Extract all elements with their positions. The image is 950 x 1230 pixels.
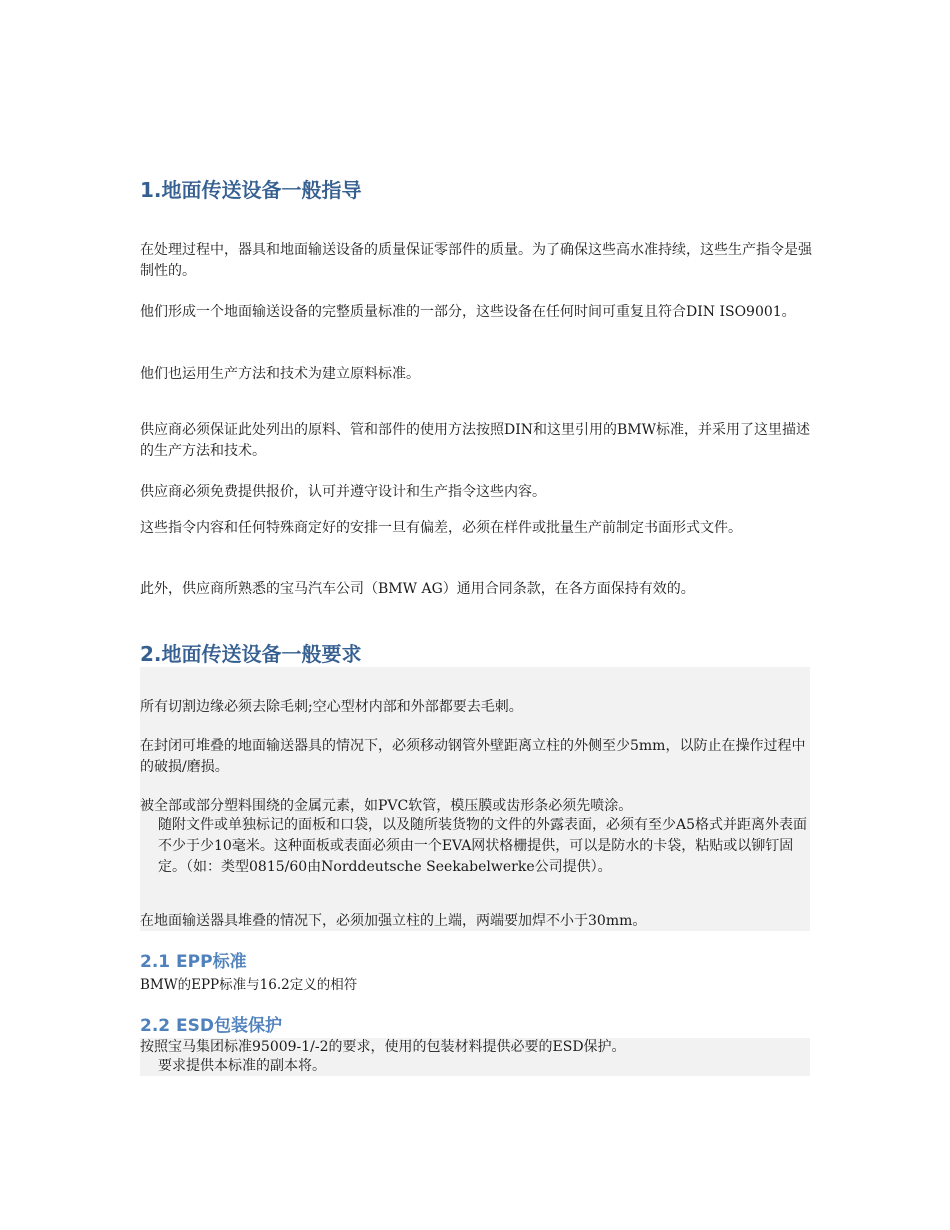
section-2-paragraph-1: 所有切割边缘必须去除毛刺;空心型材内部和外部都要去毛刺。 xyxy=(140,699,523,715)
section-2-paragraph-3a: 被全部或部分塑料围绕的金属元素，如PVC软管，模压膜或齿形条必须先喷涂。 xyxy=(140,798,633,814)
section-2-paragraph-3b: 随附文件或单独标记的面板和口袋，以及随所装货物的文件的外露表面，必须有至少A5格式并距离外表面不少于少10毫米。这种面板或表面必须由一个EVA网状格栅提供，可以是防水的卡袋，粘贴或以铆钉固定。（如：类型0815/60由Norddeutsche Seekabelwerke公司提供）。 xyxy=(158,817,808,875)
section-2-2-paragraph-1: 按照宝马集团标准95009-1/-2的要求，使用的包装材料提供必要的ESD保护。 xyxy=(140,1039,626,1055)
section-2-heading: 2.地面传送设备一般要求 xyxy=(140,642,362,666)
section-1-paragraph-4: 供应商必须保证此处列出的原料、管和部件的使用方法按照DIN和这里引用的BMW标准，并采用了这里描述的生产方法和技术。 xyxy=(140,422,811,459)
section-2-1-paragraph: BMW的EPP标准与16.2定义的相符 xyxy=(140,977,358,993)
section-2-2-heading: 2.2 ESD包装保护 xyxy=(140,1016,283,1036)
section-1-paragraph-5: 供应商必须免费提供报价，认可并遵守设计和生产指令这些内容。 xyxy=(140,484,546,500)
section-2-paragraph-2: 在封闭可堆叠的地面输送器具的情况下，必须移动钢管外壁距离立柱的外侧至少5mm，以防止在操作过程中的破损/磨损。 xyxy=(140,738,806,775)
section-2-1-heading: 2.1 EPP标准 xyxy=(140,952,247,972)
section-1-paragraph-2: 他们形成一个地面输送设备的完整质量标准的一部分，这些设备在任何时间可重复且符合DIN ISO9001。 xyxy=(140,304,796,320)
section-1-paragraph-7: 此外，供应商所熟悉的宝马汽车公司（BMW AG）通用合同条款，在各方面保持有效的。 xyxy=(140,581,695,597)
section-2-2-paragraph-2: 要求提供本标准的副本将。 xyxy=(158,1058,326,1074)
section-1-paragraph-3: 他们也运用生产方法和技术为建立原料标准。 xyxy=(140,366,420,382)
section-1-paragraph-6: 这些指令内容和任何特殊商定好的安排一旦有偏差，必须在样件或批量生产前制定书面形式文件。 xyxy=(140,520,742,536)
section-1-paragraph-1: 在处理过程中，器具和地面输送设备的质量保证零部件的质量。为了确保这些高水准持续，这些生产指令是强制性的。 xyxy=(140,242,812,279)
section-1-heading: 1.地面传送设备一般指导 xyxy=(140,178,362,202)
section-2-paragraph-4: 在地面输送器具堆叠的情况下，必须加强立柱的上端，两端要加焊不小于30mm。 xyxy=(140,913,647,929)
